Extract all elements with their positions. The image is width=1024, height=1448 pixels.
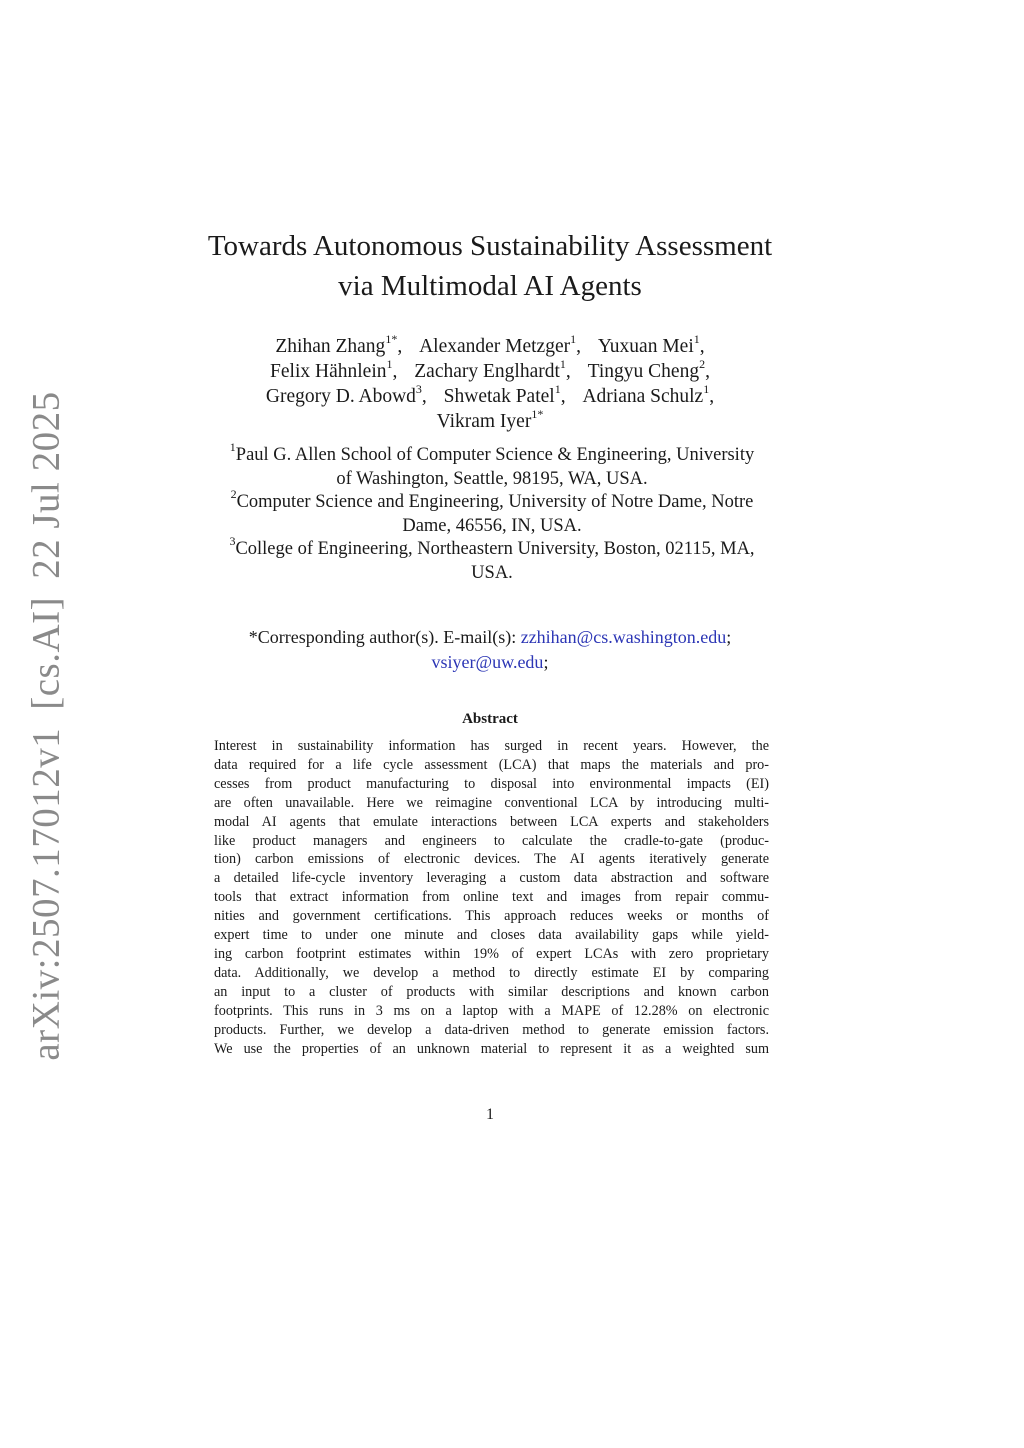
abstract-line: expert time to under one minute and closes data availability gaps while yield- [214,927,769,944]
affiliations [200,439,784,585]
arxiv-id: arXiv:2507.17012v1 [24,727,68,1061]
affiliation-3-cont: USA. [471,562,513,583]
abstract-body [214,737,769,1058]
abstract-line: are often unavailable. Here we reimagine conventional LCA by introducing multi- [214,794,769,811]
paper-title [0,226,980,306]
author: Zachary Englhardt$^1$, [414,356,571,382]
author-line-2 [0,356,980,384]
corresponding-author [0,625,980,675]
arxiv-date: 22 Jul 2025 [24,391,68,579]
abstract-line: data. Additionally, we develop a method to directly estimate EI by comparing [214,964,769,981]
author: Zhihan Zhang$^{1*}$, [275,331,403,357]
abstract-line: cesses from product manufacturing to disposal into environmental impacts (EI) [214,775,769,792]
author-line-3 [0,381,980,409]
author: Shwetak Patel$^1$, [443,381,566,407]
email-link-1[interactable]: zzhihan@cs.washington.edu [520,627,727,647]
author-line-1 [0,331,980,359]
corresponding-line-2: vsiyer@uw.edu; [431,652,549,672]
corresponding-line-1: *Corresponding author(s). E-mail(s): zzhihan@cs.washington.edu; [248,627,732,647]
affiliation-1: $^1$Paul G. Allen School of Computer Science & Engineering, University [229,439,755,465]
abstract-line: tion) carbon emissions of electronic devices. The AI agents iteratively generate [214,851,769,868]
abstract-heading: Abstract [462,711,518,727]
abstract-line: like product managers and engineers to calculate the cradle-to-gate (produc- [214,832,769,849]
title-line-2: via Multimodal AI Agents [338,270,642,302]
author: Felix Hähnlein$^1$, [270,356,398,382]
author: Tingyu Cheng$^2$, [587,356,710,382]
author: Vikram Iyer$^{1*}$ [436,406,544,432]
abstract-line: We use the properties of an unknown material to represent it as a weighted sum [214,1040,769,1057]
title-line-1: Towards Autonomous Sustainability Assessment [207,230,773,262]
abstract-line: a detailed life-cycle inventory leveraging a custom data abstraction and software [214,870,769,887]
author: Yuxuan Mei$^1$, [597,331,705,357]
abstract-line: modal AI agents that emulate interactions between LCA experts and stakeholders [214,813,769,830]
arxiv-category: [cs.AI] [24,596,68,710]
affiliation-3: $^3$College of Engineering, Northeastern University, Boston, 02115, MA, [229,533,755,559]
abstract-line: data required for a life cycle assessment (LCA) that maps the materials and pro- [214,756,769,773]
author: Gregory D. Abowd$^3$, [265,381,427,407]
email-link-2[interactable]: vsiyer@uw.edu [431,652,544,672]
corresponding-label: *Corresponding author(s). E-mail(s): [248,627,517,647]
author-line-4 [0,406,980,434]
author-list [0,331,980,434]
author: Alexander Metzger$^1$, [419,331,581,357]
abstract-line: nities and government certifications. This approach reduces weeks or months of [214,908,769,925]
abstract-line: Interest in sustainability information has surged in recent years. However, the [214,738,769,754]
abstract-line: products. Further, we develop a data-driven method to generate emission factors. [214,1021,769,1038]
abstract-line: tools that extract information from online text and images from repair commu- [214,889,769,906]
affiliation-1-cont: of Washington, Seattle, 98195, WA, USA. [336,468,648,489]
affiliation-2-cont: Dame, 46556, IN, USA. [402,515,582,536]
page-number: 1 [486,1106,494,1123]
abstract-line: ing carbon footprint estimates within 19% of expert LCAs with zero proprietary [214,945,769,962]
abstract-line: footprints. This runs in 3 ms on a laptop with a MAPE of 12.28% on electronic [214,1002,769,1019]
author: Adriana Schulz$^1$, [582,381,715,407]
affiliation-2: $^2$Computer Science and Engineering, University of Notre Dame, Notre [230,486,754,512]
abstract-line: an input to a cluster of products with similar descriptions and known carbon [214,983,769,1000]
